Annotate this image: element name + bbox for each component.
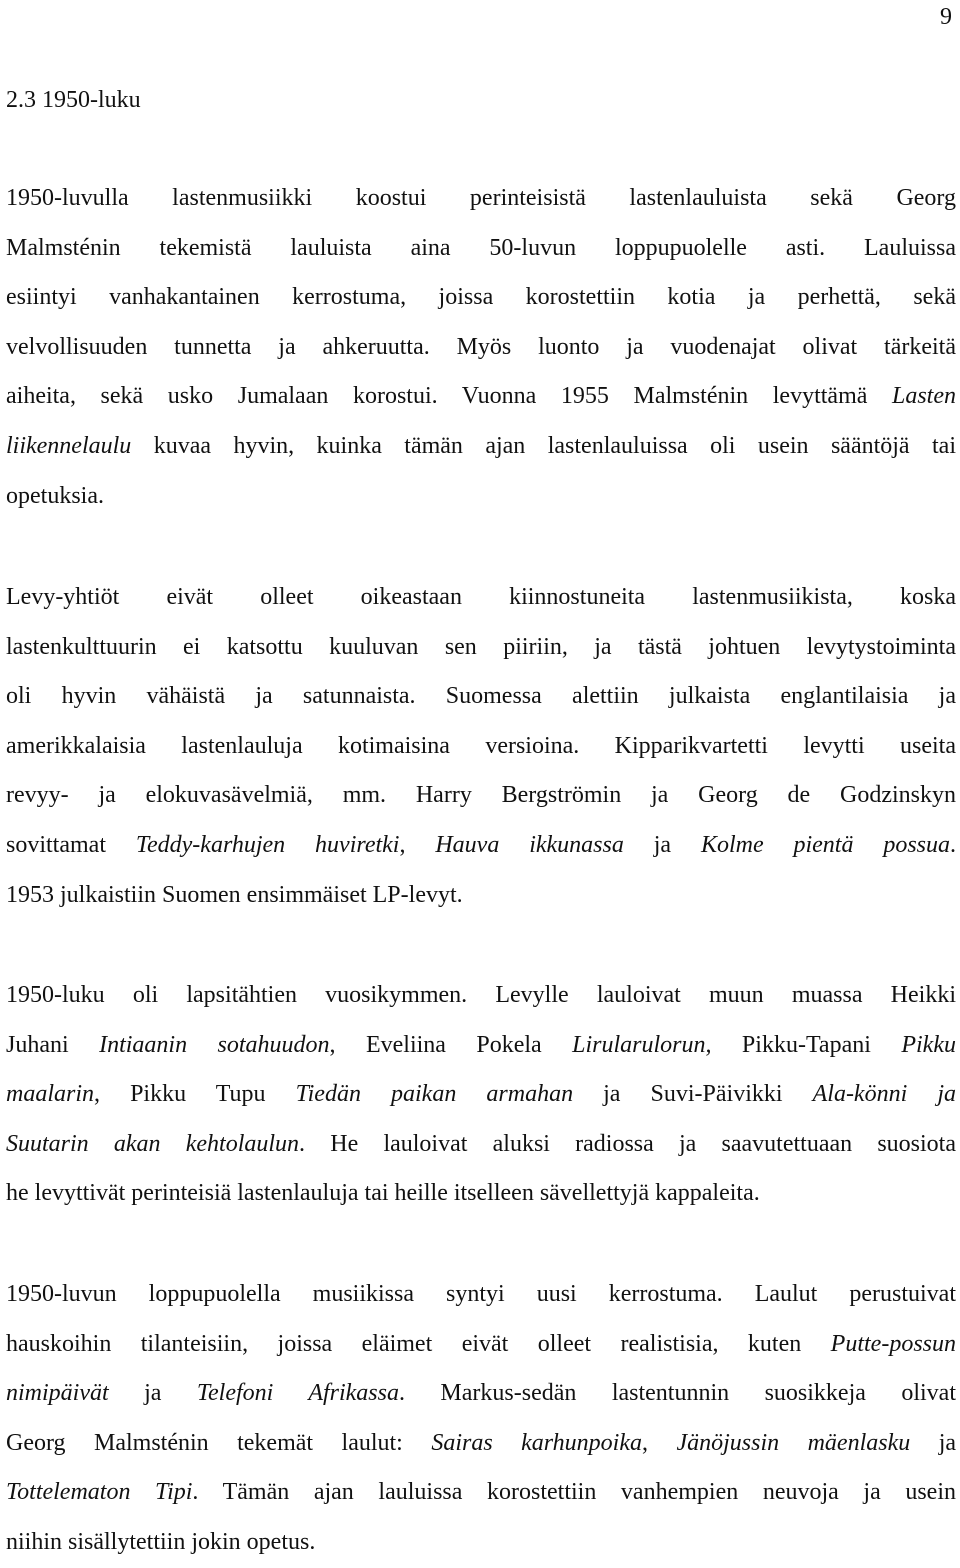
- text-run: he levyttivät perinteisiä lastenlauluja tai heille itselleen sävellettyjä kappaleita.: [6, 1180, 760, 1207]
- text-line: [6, 1270, 956, 1320]
- text-run: Juhani: [6, 1031, 100, 1058]
- italic-title: Putte-possun: [830, 1330, 956, 1357]
- text-line: [6, 1419, 956, 1469]
- italic-title: liikennelaulu: [6, 432, 132, 459]
- text-line: [6, 224, 956, 274]
- text-run: . Markus-sedän lastentunnin suosikkeja olivat: [398, 1380, 956, 1407]
- italic-title: Lasten: [891, 383, 956, 410]
- text-line: [6, 1518, 956, 1568]
- text-run: 1950-luku oli lapsitähtien vuosikymmen. Levylle lauloivat muun muassa Heikki: [6, 982, 956, 1008]
- text-run: ,: [399, 831, 436, 858]
- text-run: esiintyi vanhakantainen kerrostuma, joissa korostettiin kotia ja perhettä, sekä: [6, 284, 956, 311]
- text-line: [6, 472, 956, 522]
- paragraph-4: [6, 1270, 956, 1568]
- text-line: [6, 771, 956, 821]
- text-run: . Tämän ajan lauluissa korostettiin vanhempien neuvoja ja usein: [192, 1479, 956, 1506]
- text-run: hauskoihin tilanteisiin, joissa eläimet eivät olleet realistisia, kuten: [6, 1330, 831, 1357]
- text-line: [6, 1320, 956, 1370]
- text-run: Pikku-Tapani: [711, 1031, 902, 1058]
- text-run: amerikkalaisia lastenlauluja kotimaisina versioina. Kipparikvartetti levytti useita: [6, 732, 956, 759]
- text-run: velvollisuuden tunnetta ja ahkeruutta. Myös luonto ja vuodenajat olivat tärkeitä: [6, 333, 956, 360]
- paragraph-1: [6, 174, 956, 521]
- text-line: [6, 422, 956, 472]
- italic-title: Suutarin akan kehtolaulun: [6, 1130, 300, 1157]
- text-line: [6, 174, 956, 224]
- text-line: [6, 871, 956, 921]
- text-run: ja Suvi-Päivikki: [573, 1081, 813, 1108]
- text-line: [6, 372, 956, 422]
- text-run: 1953 julkaistiin Suomen ensimmäiset LP-levyt.: [6, 881, 463, 908]
- text-run: Malmsténin tekemistä lauluista aina 50-luvun loppupuolelle asti. Lauluissa: [6, 234, 956, 261]
- text-run: opetuksia.: [6, 482, 104, 509]
- text-run: Levy-yhtiöt eivät olleet oikeastaan kiinnostuneita lastenmusiikista, koska: [6, 584, 956, 610]
- italic-title: nimipäivät: [6, 1380, 109, 1407]
- text-line: [6, 323, 956, 373]
- text-run: , Pikku Tupu: [94, 1081, 296, 1108]
- text-line: [6, 1468, 956, 1518]
- text-line: [6, 821, 956, 871]
- text-run: lastenkulttuurin ei katsottu kuuluvan sen piiriin, ja tästä johtuen levytystoiminta: [6, 633, 956, 660]
- text-line: [6, 623, 956, 673]
- italic-title: Lirularulorun,: [572, 1031, 712, 1058]
- paragraph-3: [6, 971, 956, 1219]
- italic-title: Teddy-karhujen huviretki: [135, 831, 400, 858]
- text-run: Georg Malmsténin tekemät laulut:: [6, 1429, 432, 1456]
- italic-title: Intiaanin sotahuudon: [99, 1031, 330, 1058]
- text-line: [6, 1021, 956, 1071]
- text-run: , Eveliina Pokela: [329, 1031, 573, 1058]
- italic-title: Pikku: [901, 1031, 956, 1058]
- text-run: sovittamat: [6, 831, 136, 858]
- text-run: 1950-luvulla lastenmusiikki koostui perinteisistä lastenlauluista sekä Georg: [6, 185, 956, 211]
- text-line: [6, 971, 956, 1021]
- italic-title: Tottelematon Tipi: [6, 1479, 193, 1506]
- italic-title: maalarin: [6, 1081, 95, 1108]
- text-run: niihin sisällytettiin jokin opetus.: [6, 1528, 316, 1555]
- text-run: .: [950, 831, 957, 858]
- italic-title: Hauva ikkunassa: [435, 831, 624, 858]
- text-run: ja: [910, 1429, 957, 1456]
- text-run: kuvaa hyvin, kuinka tämän ajan lastenlauluissa oli usein sääntöjä tai: [131, 432, 956, 459]
- italic-title: Sairas karhunpoika: [431, 1429, 642, 1456]
- text-run: 1950-luvun loppupuolella musiikissa syntyi uusi kerrostuma. Laulut perustuivat: [6, 1281, 956, 1307]
- text-run: revyy- ja elokuvasävelmiä, mm. Harry Bergströmin ja Georg de Godzinskyn: [6, 782, 956, 809]
- text-run: ja: [623, 831, 701, 858]
- text-line: [6, 1120, 956, 1170]
- paragraph-2: [6, 573, 956, 920]
- text-line: [6, 573, 956, 623]
- italic-title: Tiedän paikan armahan: [295, 1081, 574, 1108]
- text-line: [6, 722, 956, 772]
- text-line: [6, 273, 956, 323]
- text-line: [6, 1369, 956, 1419]
- italic-title: Ala-könni ja: [812, 1081, 956, 1108]
- text-run: ,: [642, 1429, 677, 1456]
- text-run: aiheita, sekä usko Jumalaan korostui. Vuonna 1955 Malmsténin levyttämä: [6, 383, 892, 410]
- text-line: [6, 672, 956, 722]
- text-line: [6, 1169, 956, 1219]
- italic-title: Jänöjussin mäenlasku: [676, 1429, 911, 1456]
- section-heading: 2.3 1950-luku: [6, 87, 141, 113]
- text-run: ja: [108, 1380, 197, 1407]
- page-number: 9: [940, 4, 952, 30]
- text-line: [6, 1070, 956, 1120]
- text-run: oli hyvin vähäistä ja satunnaista. Suomessa alettiin julkaista englantilaisia ja: [6, 683, 956, 710]
- text-run: . He lauloivat aluksi radiossa ja saavutettuaan suosiota: [299, 1130, 956, 1157]
- italic-title: Telefoni Afrikassa: [196, 1380, 399, 1407]
- italic-title: Kolme pientä possua: [700, 831, 951, 858]
